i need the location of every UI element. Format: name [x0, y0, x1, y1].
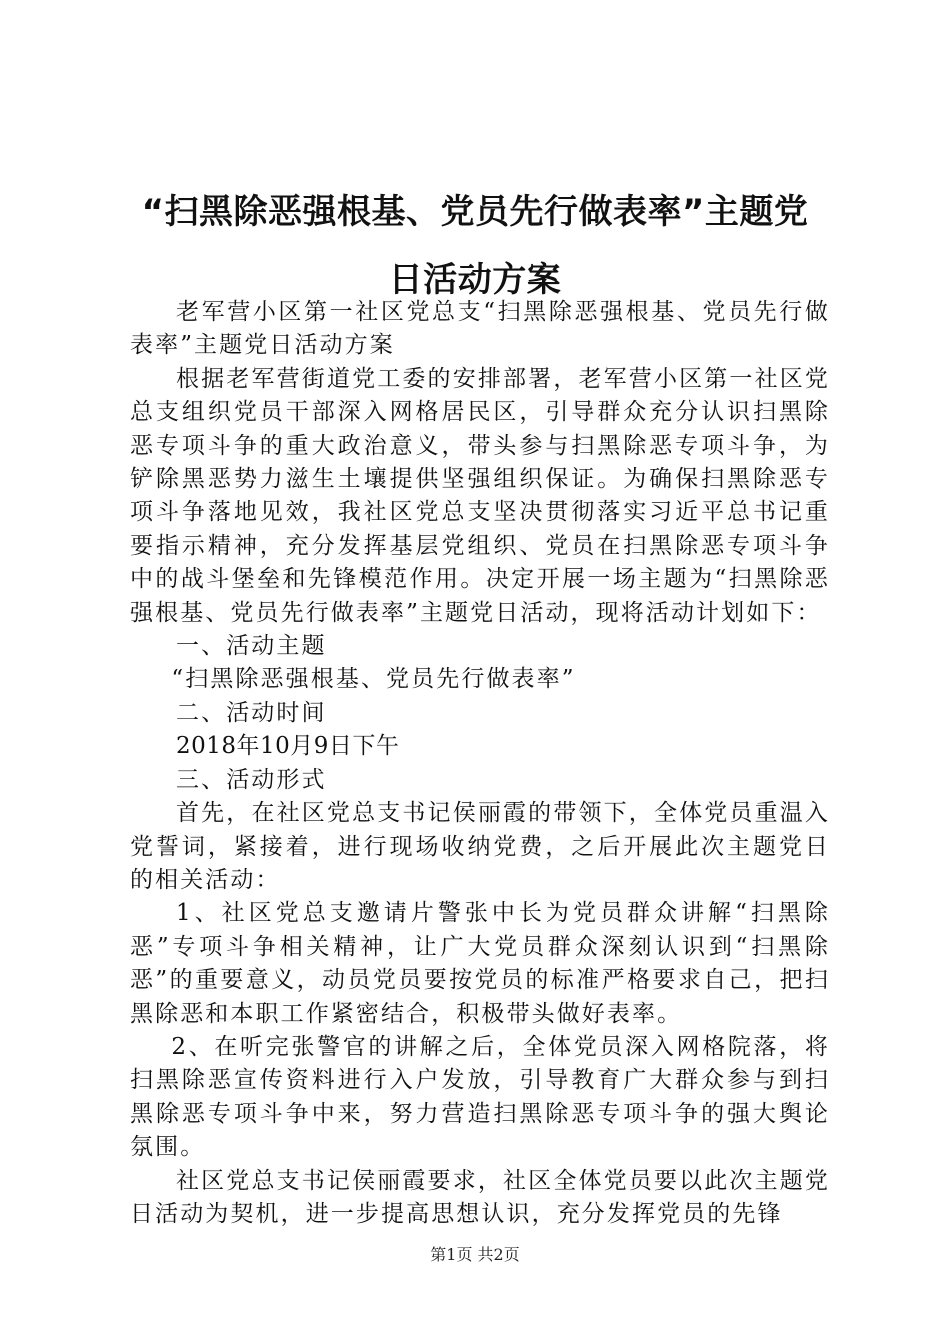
paragraph-requirement: 社区党总支书记侯丽霞要求，社区全体党员要以此次主题党日活动为契机，进一步提高思想认识，充分发挥党员的先锋 [130, 1167, 830, 1227]
paragraph-background: 根据老军营街道党工委的安排部署，老军营小区第一社区党总支组织党员干部深入网格居民区，引导群众充分认识扫黑除恶专项斗争的重大政治意义，带头参与扫黑除恶专项斗争，为铲除黑恶势力滋生土壤提供坚强组织保证。为确保扫黑除恶专项斗争落地见效，我社区党总支坚决贯彻落实习近平总书记重要指示精神，充分发挥基层党组织、党员在扫黑除恶专项斗争中的战斗堡垒和先锋模范作用。决定开展一场主题为“扫黑除恶强根基、党员先行做表率”主题党日活动，现将活动计划如下： [130, 365, 830, 626]
document-title [100, 178, 850, 314]
list-item-1: 1、社区党总支邀请片警张中长为党员群众讲解“扫黑除恶”专项斗争相关精神，让广大党员群众深刻认识到“扫黑除恶”的重要意义，动员党员要按党员的标准严格要求自己，把扫黑除恶和本职工作紧密结合，积极带头做好表率。 [130, 900, 830, 1027]
time-text: 2018年10月9日下午 [176, 733, 400, 760]
paragraph-intro: 老军营小区第一社区党总支“扫黑除恶强根基、党员先行做表率”主题党日活动方案 [130, 299, 830, 359]
title-line-2: 日活动方案 [388, 260, 562, 300]
paragraph-first: 首先，在社区党总支书记侯丽霞的带领下，全体党员重温入党誓词，紧接着，进行现场收纳党费，之后开展此次主题党日的相关活动： [130, 800, 830, 893]
list-item-2: 2、在听完张警官的讲解之后，全体党员深入网格院落，将扫黑除恶宣传资料进行入户发放，引导教育广大群众参与到扫黑除恶专项斗争中来，努力营造扫黑除恶专项斗争的强大舆论氛围。 [130, 1033, 830, 1161]
title-line-1: “扫黑除恶强根基、党员先行做表率”主题党 [141, 192, 809, 232]
section-heading-theme: 一、活动主题 [176, 633, 327, 660]
document-body [130, 296, 830, 1231]
page-footer: 第1页 共2页 [430, 1245, 520, 1264]
theme-text: “扫黑除恶强根基、党员先行做表率” [171, 666, 576, 693]
section-heading-time: 二、活动时间 [176, 699, 327, 726]
section-heading-format: 三、活动形式 [176, 766, 327, 793]
